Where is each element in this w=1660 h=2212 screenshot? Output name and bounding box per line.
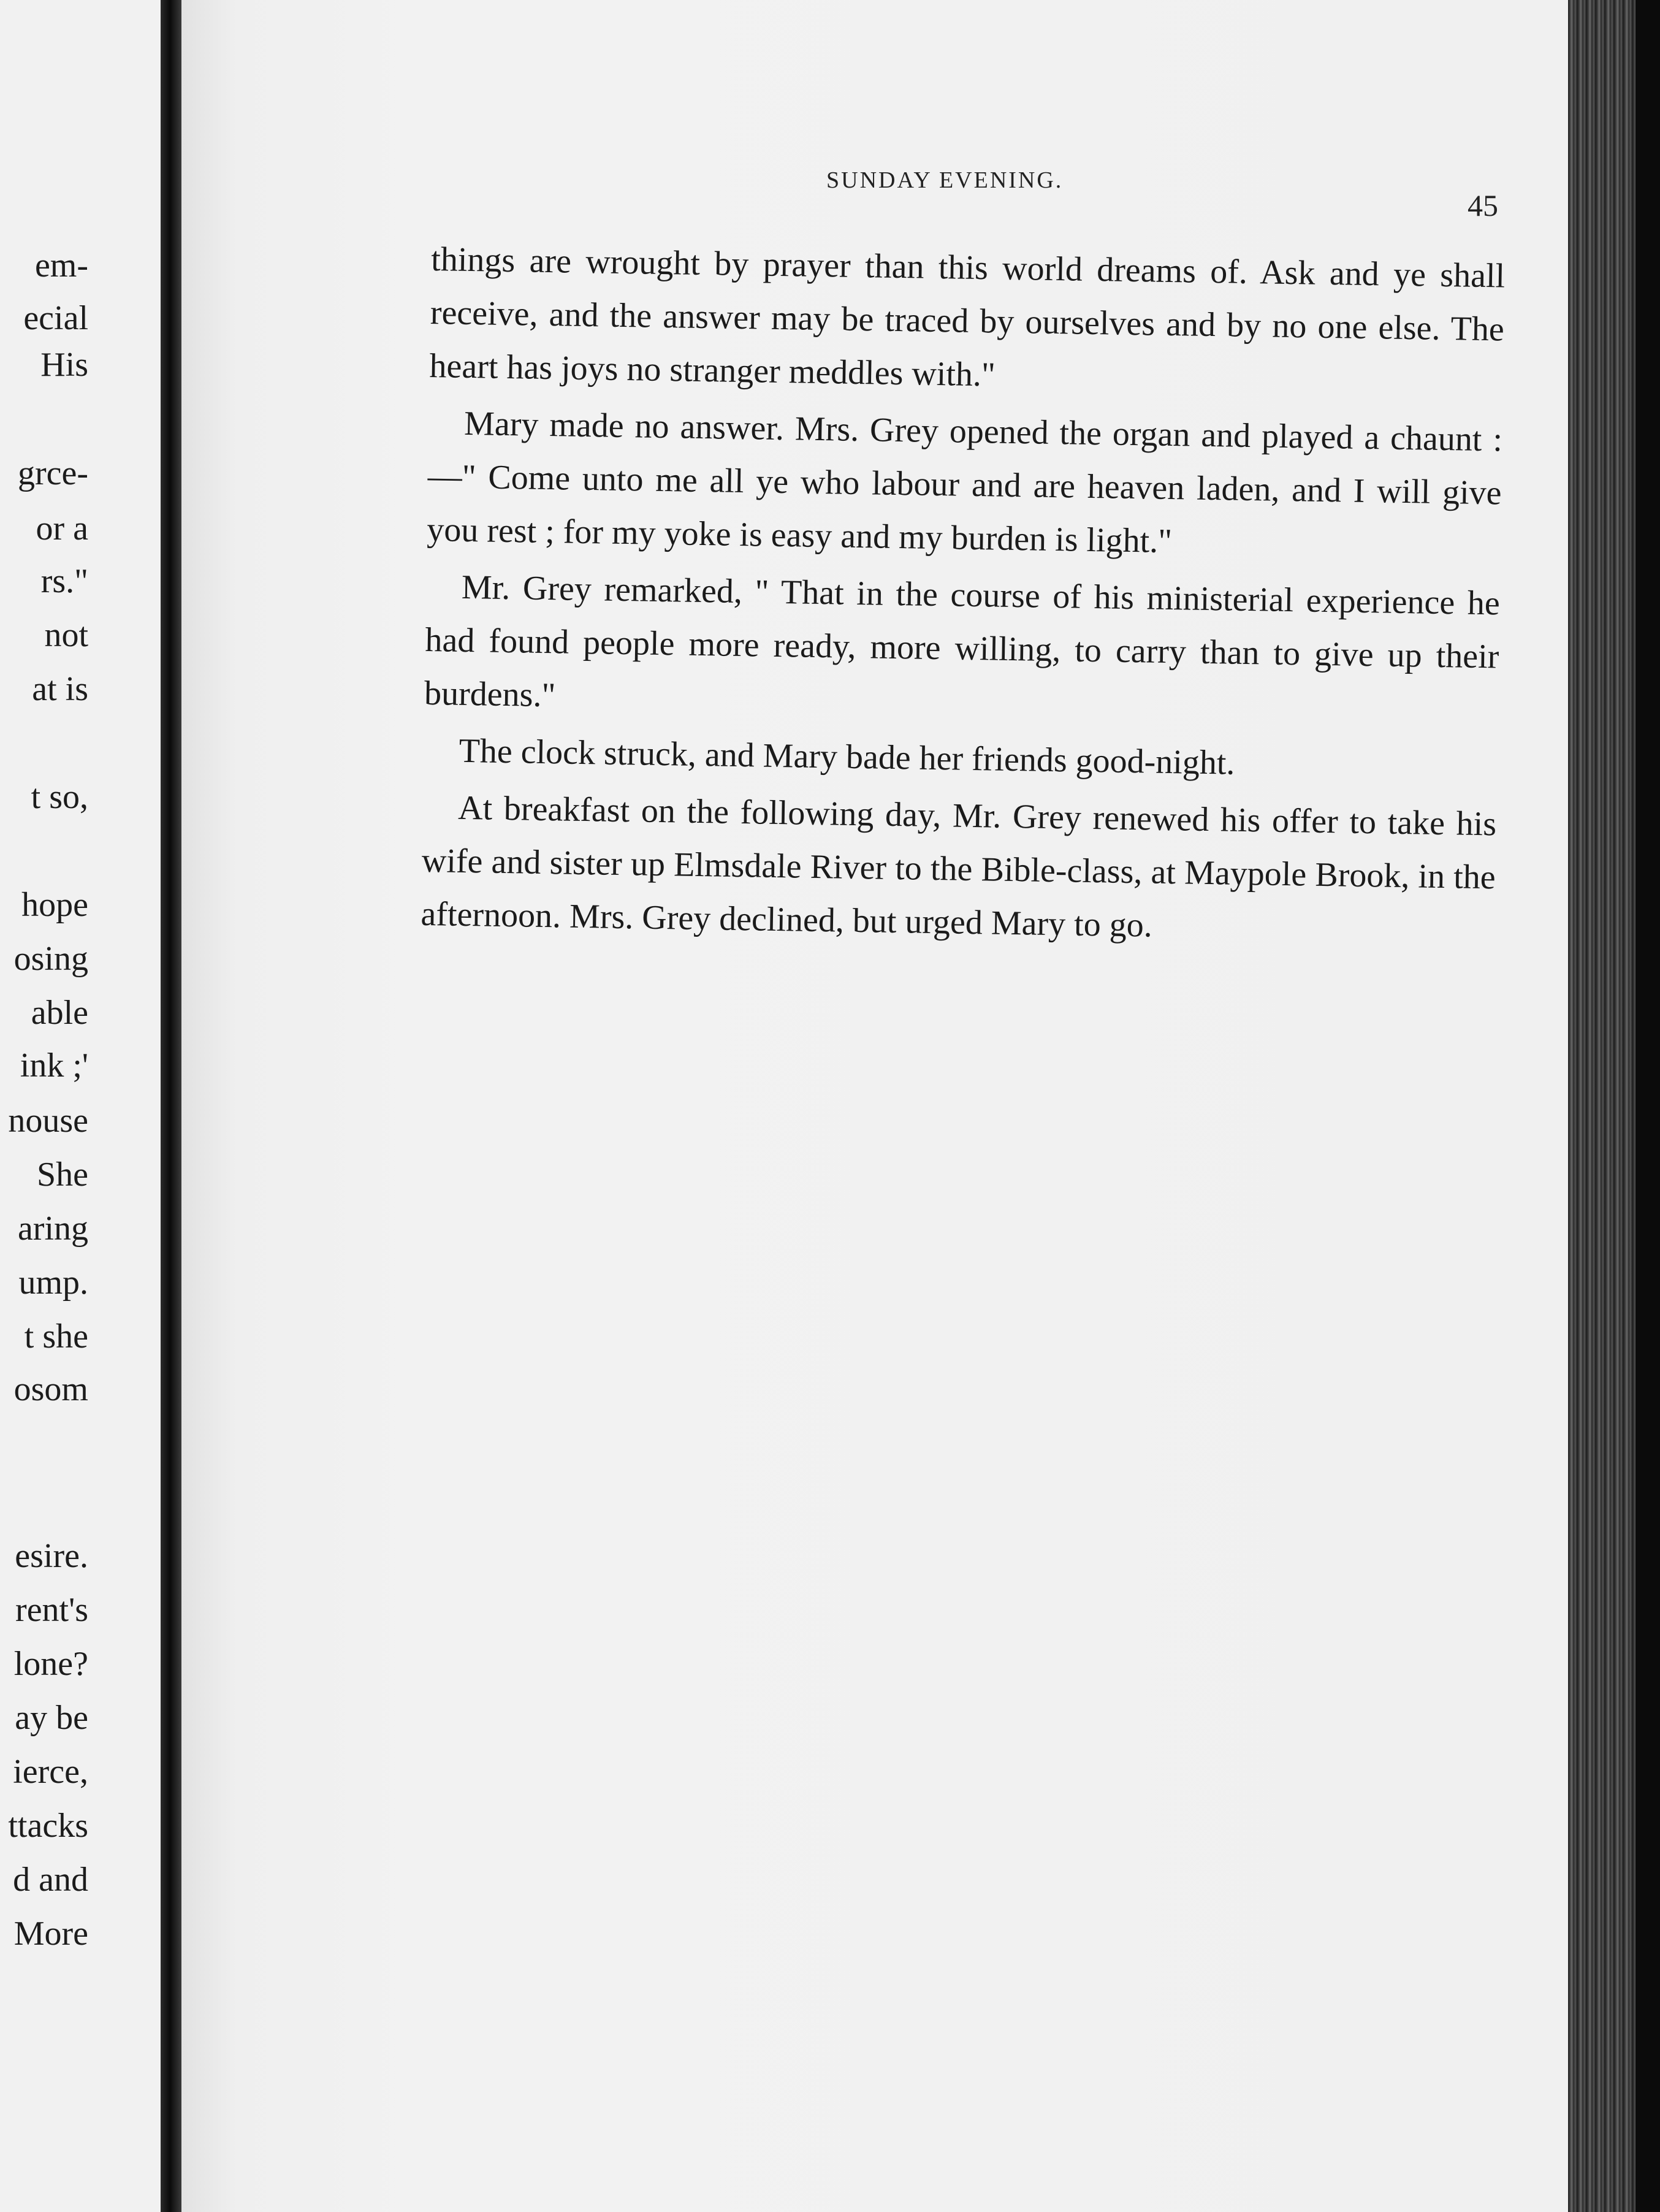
- left-line-fragment: ay be: [15, 1699, 88, 1737]
- left-line-fragment: ink ;': [20, 1047, 88, 1085]
- left-line-fragment: ierce,: [13, 1753, 88, 1791]
- left-line-fragment: nouse: [8, 1102, 88, 1140]
- left-line-fragment: His: [40, 346, 88, 384]
- left-page-fragment: [0, 0, 161, 2212]
- paragraph: Mary made no answer. Mrs. Grey opened the organ and played a chaunt :—" Come unto me all ye who labour and are heaven laden, and I will give you rest ; for my yoke is easy and my burden is light.": [426, 404, 1503, 561]
- page-edges: [1568, 0, 1660, 2212]
- left-line-fragment: hope: [21, 886, 88, 924]
- left-line-fragment: not: [44, 616, 88, 654]
- right-page: [181, 0, 1568, 2212]
- left-line-fragment: rent's: [15, 1591, 88, 1629]
- left-line-fragment: at is: [32, 670, 88, 708]
- left-line-fragment: em-: [34, 246, 88, 284]
- left-line-fragment: lone?: [13, 1645, 88, 1683]
- left-line-fragment: d and: [13, 1861, 88, 1899]
- page-number: 45: [1468, 188, 1498, 223]
- left-line-fragment: ecial: [23, 299, 88, 337]
- left-line-fragment: ump.: [18, 1264, 88, 1302]
- left-line-fragment: ttacks: [8, 1807, 88, 1845]
- left-line-fragment: esire.: [15, 1537, 88, 1575]
- left-line-fragment: rs.": [40, 562, 88, 600]
- left-line-fragment: t she: [24, 1318, 88, 1356]
- book-gutter: [161, 0, 181, 2212]
- body-text: [421, 233, 1506, 961]
- left-line-fragment: osing: [13, 940, 88, 978]
- paragraph: things are wrought by prayer than this world dreams of. Ask and ye shall receive, and the answer may be traced by ourselves and by no one else. The heart has joys no stranger meddles with.": [429, 240, 1506, 394]
- paragraph: Mr. Grey remarked, " That in the course of his ministerial experience he had found people more ready, more willing, to carry than to give up their burdens.": [424, 568, 1501, 715]
- paragraph: The clock struck, and Mary bade her friends good-night.: [459, 731, 1235, 782]
- left-line-fragment: aring: [17, 1210, 88, 1248]
- left-line-fragment: able: [31, 994, 88, 1032]
- left-line-fragment: More: [13, 1915, 88, 1953]
- left-line-fragment: grce-: [17, 454, 88, 492]
- left-line-fragment: She: [37, 1156, 88, 1194]
- left-line-fragment: t so,: [31, 778, 88, 816]
- running-head: SUNDAY EVENING.: [826, 167, 1064, 193]
- left-line-fragment: or a: [36, 509, 88, 547]
- paragraph: At breakfast on the following day, Mr. Grey renewed his offer to take his wife and sister up Elmsdale River to the Bible-class, at Maypole Brook, in the afternoon. Mrs. Grey declined, but urged Mary to go.: [421, 788, 1497, 945]
- left-line-fragment: osom: [13, 1370, 88, 1408]
